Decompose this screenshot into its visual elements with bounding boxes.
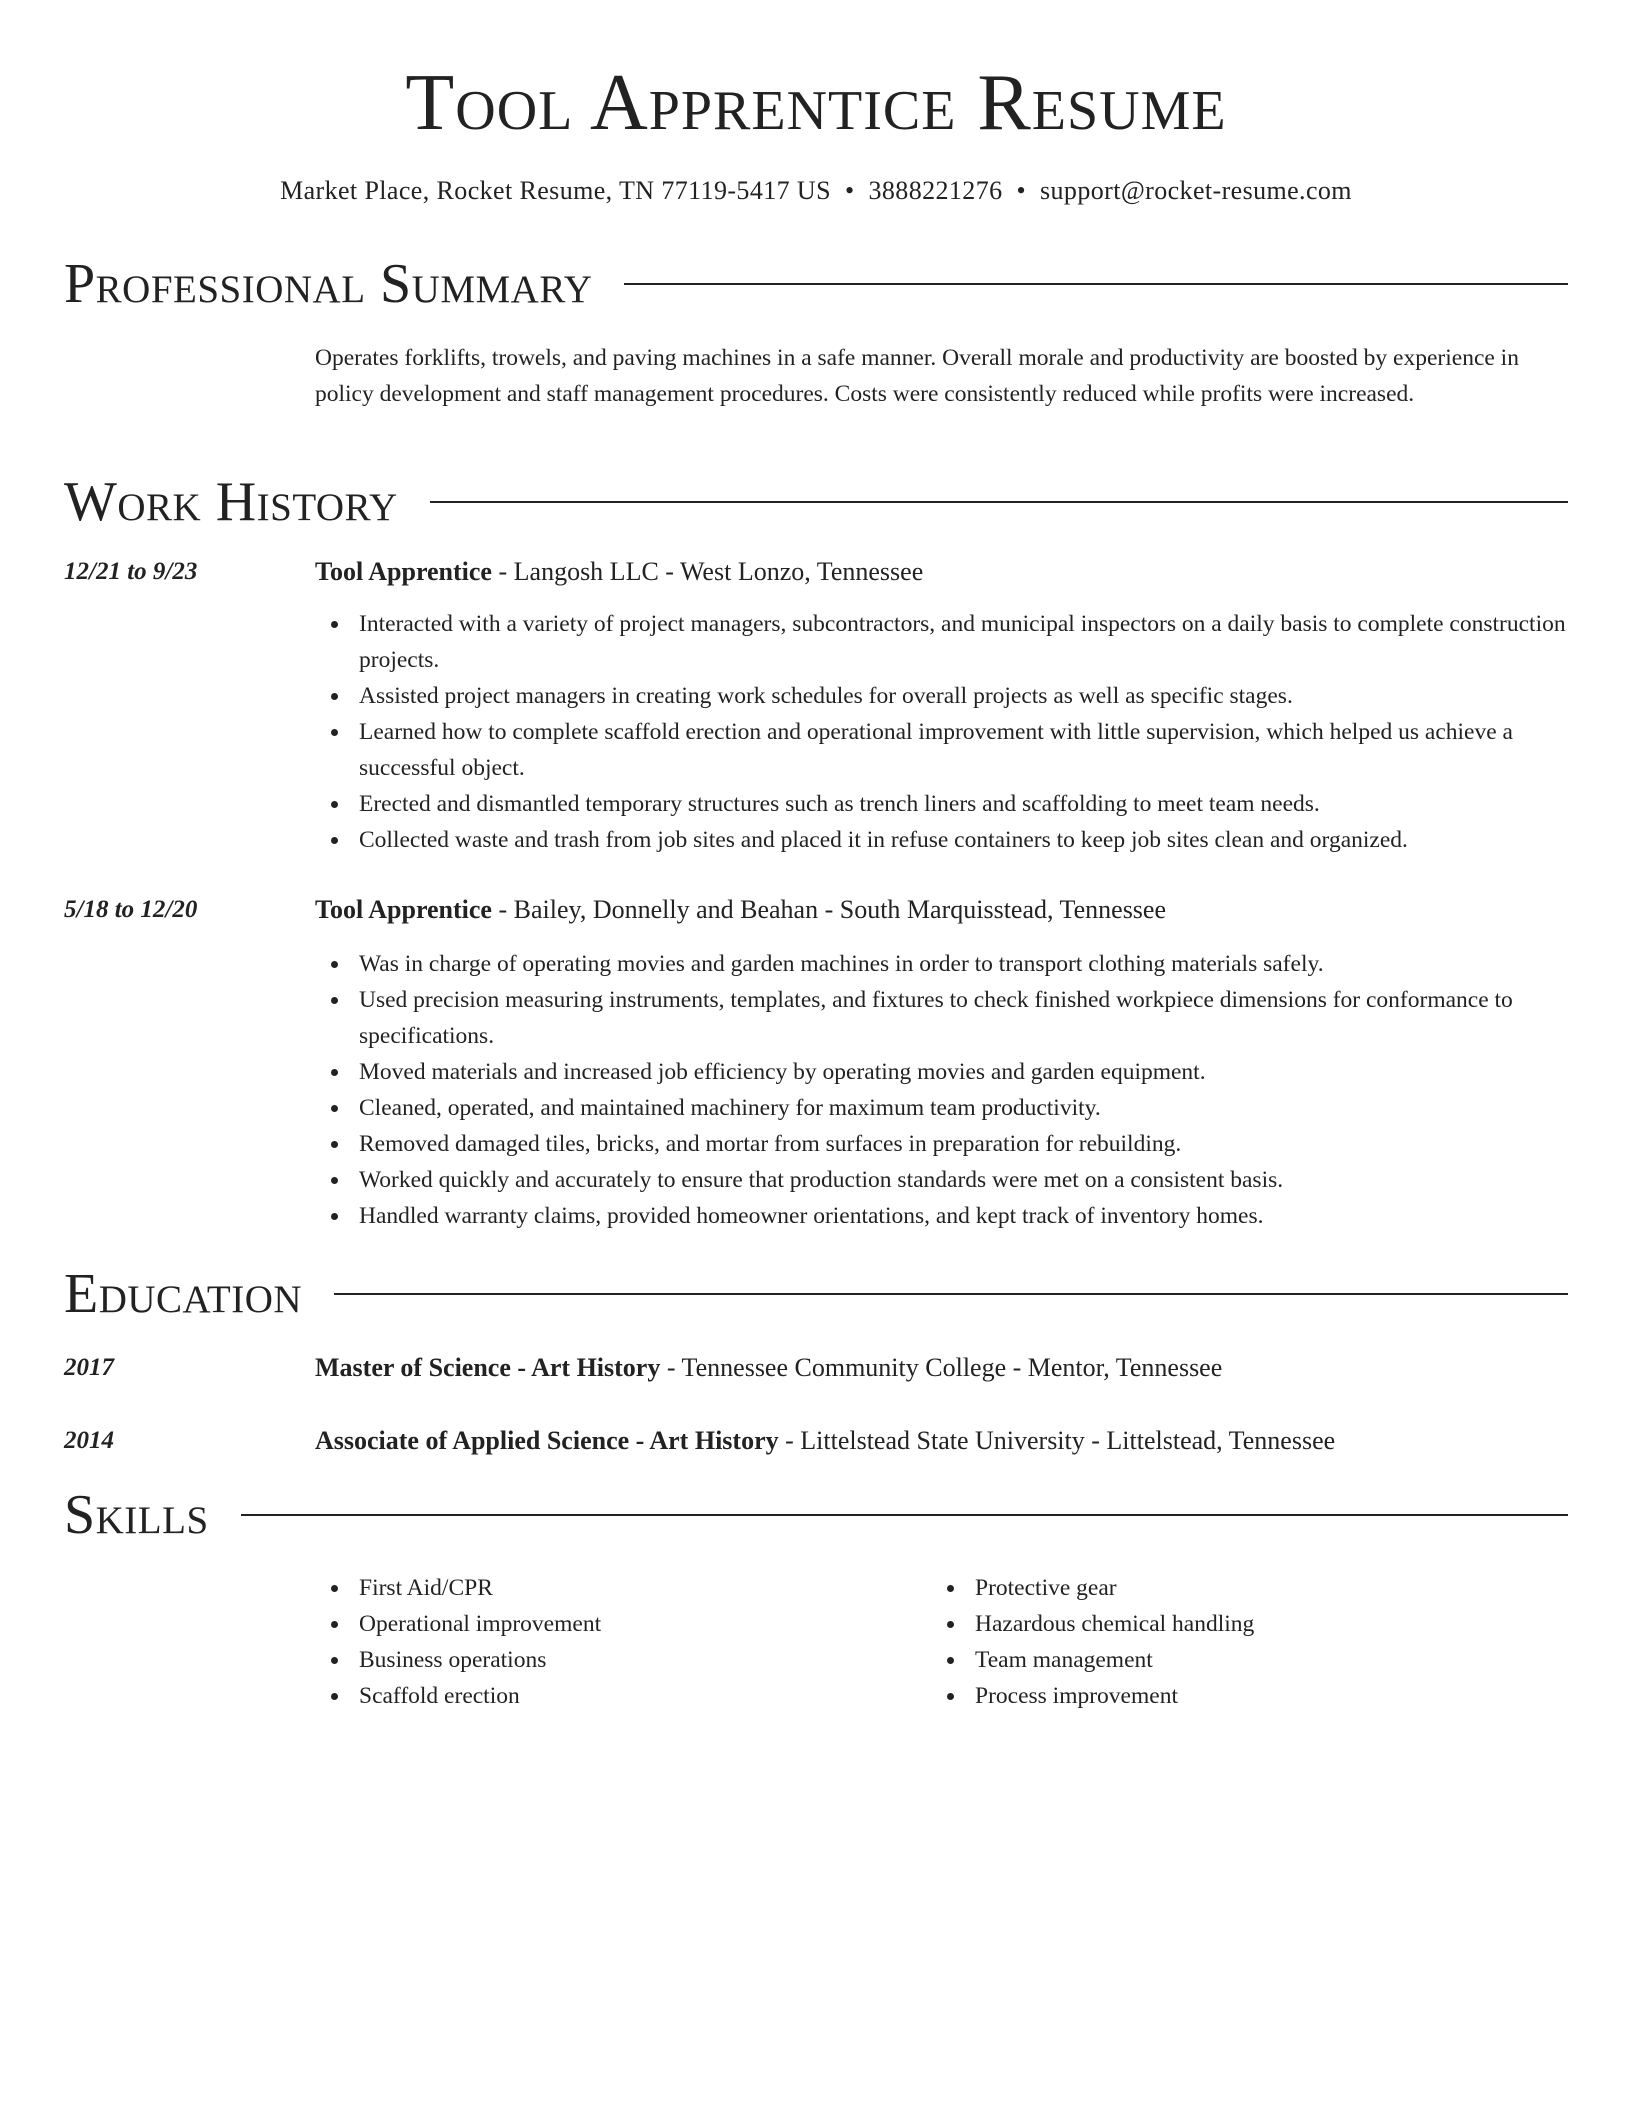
contact-separator: • — [1016, 176, 1027, 205]
section-divider — [624, 283, 1568, 285]
skill-item: Business operations — [315, 1642, 915, 1678]
job-details: - Bailey, Donnelly and Beahan - South Marquisstead, Tennessee — [491, 895, 1167, 924]
education-year: 2014 — [64, 1427, 114, 1454]
list-item: Removed damaged tiles, bricks, and mortar from surfaces in preparation for rebuilding. — [315, 1126, 1568, 1162]
skill-item: Team management — [931, 1642, 1531, 1678]
skill-item: Protective gear — [931, 1570, 1531, 1606]
job-bullets — [315, 946, 1568, 1234]
contact-email: support@rocket-resume.com — [1040, 176, 1352, 205]
skills-list-right — [931, 1570, 1531, 1714]
job-dates: 5/18 to 12/20 — [64, 896, 198, 923]
skill-item: Scaffold erection — [315, 1678, 915, 1714]
job-details: - Langosh LLC - West Lonzo, Tennessee — [491, 557, 924, 586]
job-bullets — [315, 606, 1568, 858]
job-title: Tool Apprentice — [315, 895, 492, 924]
skills-heading — [64, 1485, 1568, 1545]
education-year: 2017 — [64, 1354, 114, 1381]
education-heading — [64, 1264, 1568, 1324]
work-history-heading-text: Work History — [64, 471, 398, 533]
skills-heading-text: Skills — [64, 1484, 209, 1546]
skill-item: Hazardous chemical handling — [931, 1606, 1531, 1642]
list-item: Interacted with a variety of project managers, subcontractors, and municipal inspectors on a daily basis to complete construction projects. — [315, 606, 1568, 678]
resume-name: Tool Apprentice Resume — [405, 59, 1227, 147]
education-details: - Tennessee Community College - Mentor, Tennessee — [660, 1353, 1223, 1382]
list-item: Was in charge of operating movies and garden machines in order to transport clothing materials safely. — [315, 946, 1568, 982]
contact-address: Market Place, Rocket Resume, TN 77119-5417 US — [280, 176, 831, 205]
education-degree: Associate of Applied Science - Art History — [315, 1426, 779, 1455]
list-item: Cleaned, operated, and maintained machinery for maximum team productivity. — [315, 1090, 1568, 1126]
education-heading-text: Education — [64, 1263, 303, 1325]
list-item: Erected and dismantled temporary structures such as trench liners and scaffolding to meet team needs. — [315, 786, 1568, 822]
list-item: Collected waste and trash from job sites and placed it in refuse containers to keep job sites clean and organized. — [315, 822, 1568, 858]
summary-heading-text: Professional Summary — [64, 253, 593, 315]
section-divider — [334, 1293, 1568, 1295]
skill-item: Process improvement — [931, 1678, 1531, 1714]
job-title: Tool Apprentice — [315, 557, 492, 586]
education-entry — [315, 1350, 1568, 1386]
list-item: Used precision measuring instruments, templates, and fixtures to check finished workpiece dimensions for conformance to specifications. — [315, 982, 1568, 1054]
summary-heading — [64, 254, 1568, 314]
contact-line — [0, 173, 1632, 209]
work-history-heading — [64, 472, 1568, 532]
section-divider — [430, 501, 1568, 503]
job-dates: 12/21 to 9/23 — [64, 558, 198, 585]
list-item: Moved materials and increased job efficiency by operating movies and garden equipment. — [315, 1054, 1568, 1090]
list-item: Learned how to complete scaffold erection and operational improvement with little supervision, which helped us achieve a successful object. — [315, 714, 1568, 786]
list-item: Assisted project managers in creating work schedules for overall projects as well as specific stages. — [315, 678, 1568, 714]
section-divider — [241, 1514, 1568, 1516]
job-role — [315, 554, 1568, 590]
education-degree: Master of Science - Art History — [315, 1353, 661, 1382]
job-role — [315, 892, 1568, 928]
skill-item: First Aid/CPR — [315, 1570, 915, 1606]
contact-separator: • — [844, 176, 855, 205]
contact-phone: 3888221276 — [868, 176, 1003, 205]
list-item: Handled warranty claims, provided homeowner orientations, and kept track of inventory homes. — [315, 1198, 1568, 1234]
list-item: Worked quickly and accurately to ensure that production standards were met on a consistent basis. — [315, 1162, 1568, 1198]
education-details: - Littelstead State University - Littelstead, Tennessee — [778, 1426, 1336, 1455]
education-entry — [315, 1423, 1568, 1459]
summary-text: Operates forklifts, trowels, and paving machines in a safe manner. Overall morale and productivity are boosted by experience in policy development and staff management procedures. Costs were consistently reduced while profits were increased. — [315, 345, 1519, 407]
skills-list-left — [315, 1570, 915, 1714]
skill-item: Operational improvement — [315, 1606, 915, 1642]
